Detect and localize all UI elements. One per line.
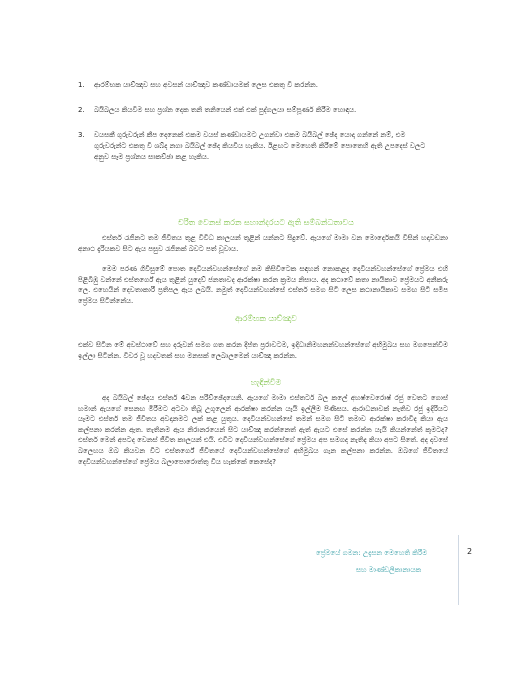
section3-paragraph: අද බයිබල් ඡේදය එස්තර් 4වන පරිච්ඡේදයෙනි. ඇයගේ මාමා එස්තර්ට බල කලේ අහෂ්වෙරොෂ් රජු වෙතට ගොස් හමාන් ඇයගේ සෙනඟ මිරීමට අටවා තිබූ උගුලෙන් ආරක්ෂා කරන්න යැයි ඉල්ලීම පිණිසය. ආරාධනාවක් නැතිව රජු ඉදිරියට යෑමට එස්තර් තම ජීවිතය අවදානමට ලක් කළ යුතුය. දෙවියන්වහන්සේ තමන් සමග සිටි තමාව ආරක්ෂා කරාවිද කියා ඇය කල්පනා කරන්න ඇත. තැතිනම ඇය නිරානරයෙන් සිට යාච්ඤා කරන්නෙත් ඇත් ඇයට එසේ කරන්න යැයි කියන්නේත් කුමටද? එස්තර් මෙන් අපටද වෙනස් ජීවිත කාලයන් එයි. එවිට දෙවියන්වහන්සේගේ ප්‍රේමය අප සමගද නැතිද කියා අපට සිතේ. අද දවසේ බලෙහය ඔබ කියවන විට එස්තර්ගේ ජීවිතයේ දෙවියන්වහන්සේගේ අභිමුඛය ගැන කල්පනා කරන්න. ඔබගේ ජීවිතයේ දෙවියන්වහන්සේගේ ප්‍රේමය බලාපොරොත්තු විය හැක්කේ කෙසේද? [78,394,448,466]
list-text: බයිබලය කියවීම සහ ප්‍රශ්න දෙක තනි තනියෙන් එක් එක් පුද්ගලයා සම්පූර්ණ කිරීම හොඳය. [94,106,357,114]
section-heading-introduction: හැඳින්වීම [250,378,282,387]
section2-paragraph: එක්ව සිටින මේ අවස්ථාවේ සහ දරුවන් සමග ගත කරන දීප්ත ප්‍රරාවටම, ඉදිධානිමහනන්වහන්සේගේ අභිමුඛය සහ මගපෙන්වීම ඉල්ලා සිටින්න. විවර වූ හදවතක් සහ මනසක් ලෙබාලමෙන් යාච්ඤා කරන්න. [78,341,448,360]
list-number: 2. [78,106,85,114]
list-number: 3. [78,131,85,139]
page-number: 2 [467,547,473,556]
footer-divider [458,535,459,605]
section1-paragraph-2: මෙම පරණ ගිවිසුමේ පොත දෙවියන්වහන්සේගේ නම කිසිවිටෙක සඳහන් නොකළද දෙවියන්වහන්සේගේ ප්‍රේමය එහි පිළිබිඹු වන්නේ එස්තර්ගේ ඇය තුළින් යුදෙව් ජනතාවද ආරක්ෂා කරන ක්‍රමය නිසාය. අද කථාවේ කතා නායිකාව ප්‍රේමයට අනීකරු ලෙ. එහෙයින් දෙවතාකාරී ප්‍රතිපල ඇය ලබයි. නමුත් දෙවියන්වහන්සේ එස්තර් සමග සිටි ලෙස කථානායිකාව සමඟ සිටි සමීප ප්‍රේමය සිටින්නේය. [78,265,448,305]
list-item [78,80,438,91]
footer-title-line2: සහ මාණ්ඩලිකානායක [356,566,422,574]
section1-paragraph-1: එස්තර් රැජිනට තම ජීවිතය තුළ විවිධ කාලයන් තුළින් යන්නට සිදුවේ. ඇයගේ මාමා වන මොර්දෙකයි විසින් හදාවඩනා අනාථ දැරියකව සිට ඇය පසුව රැජිනක් බවට පත් වූවාය. [78,234,448,253]
section-heading-character: චරිත වෙනස් කරන සහාන්දරයට ඇති සම්බන්ධතාවය [178,218,354,227]
section-heading-opening-prayer: ආරම්භක යාච්ඤාව [235,314,297,323]
list-text: වයසකී ගුරුවරුන් කීප දෙනෙක් එකම වයස් කණ්ඩායමට උගන්වා එකම බයිබල් ඡේද යොදා ගන්නේ නම්, එම ගුරුවරුන්ට එකතු වී ශබ්ද නගා බයිබල් ඡේද කියවිය හැකිය. ඊළඟට මෙහෙති කිරීමේ පොතෙහි ඇති උපදෙස් වලට අනුව සෑම ප්‍රශ්නය සාකච්ඡා කළ හැකිය. [94,131,426,161]
list-item [78,130,438,163]
list-item [78,105,438,116]
list-text: ආරම්භක යාච්ඤාව සහ අවසන් යාච්ඤාව කණ්ඩායමක් ලෙස එකතු වී කරන්න. [94,81,318,89]
footer-title-line1: ප්‍රේමයේ ගමන: උදැසන මෙහෙති කිරීම [316,549,428,557]
list-number: 1. [78,81,85,89]
instruction-list [78,80,438,175]
